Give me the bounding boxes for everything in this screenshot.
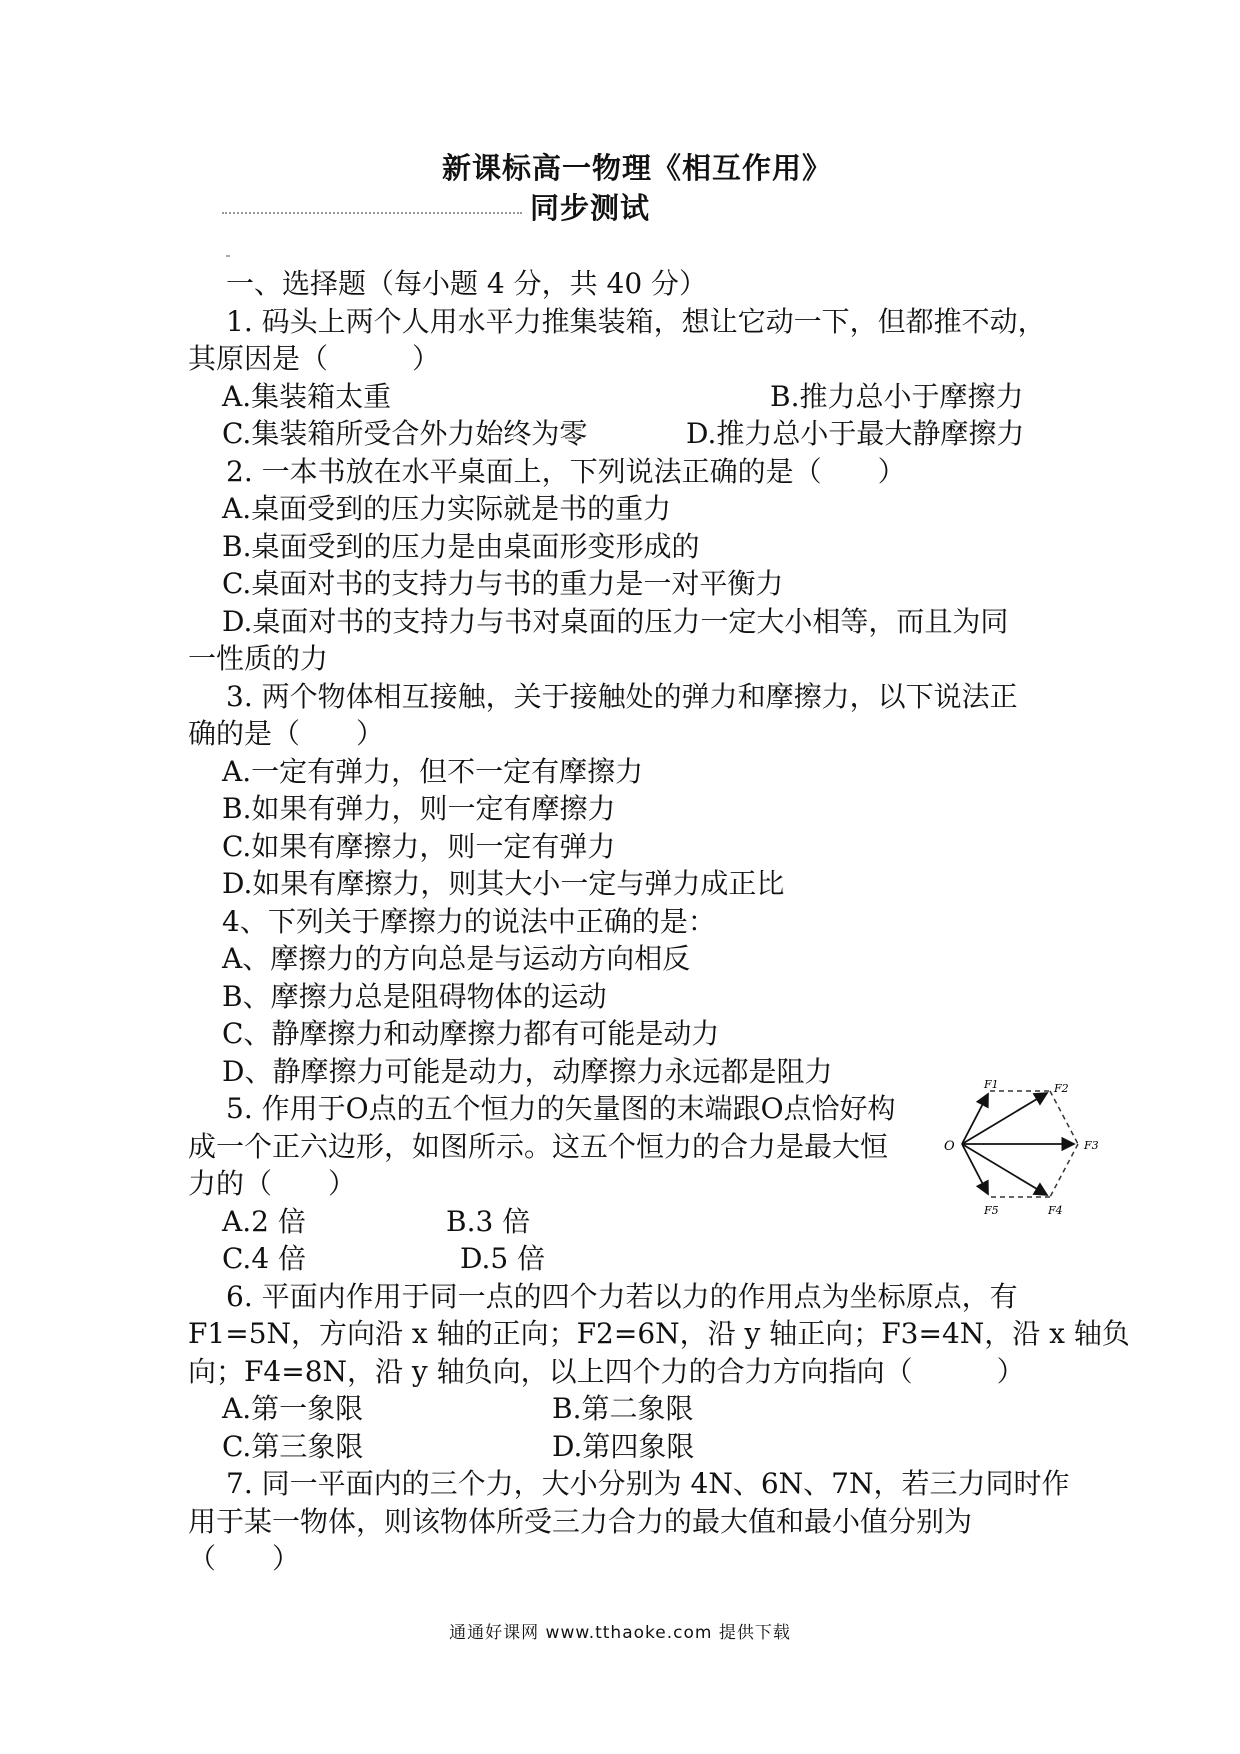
q4-option-d: D、静摩擦力可能是动力，动摩擦力永远都是阻力 [222,1055,833,1088]
q7-stem-line2: 用于某一物体，则该物体所受三力合力的最大值和最小值分别为 [188,1505,973,1538]
q6-option-a: A.第一象限 [222,1392,364,1425]
f1-label: F1 [984,1080,999,1091]
q3-option-c: C.如果有摩擦力，则一定有弹力 [222,830,616,863]
q4-option-c: C、静摩擦力和动摩擦力都有可能是动力 [222,1017,720,1050]
q5-option-a: A.2 倍 [222,1205,306,1238]
q6-option-c: C.第三象限 [222,1430,364,1463]
q6-option-d: D.第四象限 [552,1430,695,1463]
dotted-rule [222,212,522,214]
q7-stem-line3: （ ） [188,1542,301,1575]
q5-option-c: C.4 倍 [222,1242,307,1275]
q5-option-d: D.5 倍 [460,1242,546,1275]
q1-option-d: D.推力总小于最大静摩擦力 [686,417,1025,450]
stray-mark [226,255,230,257]
q4-option-b: B、摩擦力总是阻碍物体的运动 [222,980,607,1013]
section-heading: 一、选择题（每小题 4 分，共 40 分） [226,267,708,300]
q1-option-c: C.集装箱所受合外力始终为零 [222,417,588,450]
q4-stem-line1: 4、下列关于摩擦力的说法中正确的是： [222,905,716,938]
f5-label: F5 [984,1204,999,1217]
q3-option-a: A.一定有弹力，但不一定有摩擦力 [222,755,644,788]
q1-option-a: A.集装箱太重 [222,380,392,413]
q2-option-d-line1: D.桌面对书的支持力与书对桌面的压力一定大小相等，而且为同 [222,605,1009,638]
q2-option-b: B.桌面受到的压力是由桌面形变形成的 [222,530,700,563]
q1-stem-line2: 其原因是（ ） [188,342,441,375]
q6-stem-line2: F1=5N，方向沿 x 轴的正向；F2=6N，沿 y 轴正向；F3=4N，沿 x 轴负 [188,1317,1130,1350]
page-title: 新课标高一物理《相互作用》 [442,151,833,185]
q2-stem-line1: 2. 一本书放在水平桌面上，下列说法正确的是（ ） [226,455,906,488]
footer-credit: 通通好课网 www.tthaoke.com 提供下载 [449,1623,791,1643]
q2-option-d-line2: 一性质的力 [188,642,329,675]
q5-stem-line1: 5. 作用于O点的五个恒力的矢量图的末端跟O点恰好构 [226,1092,896,1125]
q1-stem-line1: 1. 码头上两个人用水平力推集装箱，想让它动一下，但都推不动， [226,305,1046,338]
q5-option-b: B.3 倍 [446,1205,531,1238]
q5-stem-line2: 成一个正六边形，如图所示。这五个恒力的合力是最大恒 [188,1130,889,1163]
q3-stem-line2: 确的是（ ） [188,717,385,750]
f2-label: F2 [1054,1082,1069,1095]
q1-option-b: B.推力总小于摩擦力 [770,380,1024,413]
q6-stem-line1: 6. 平面内作用于同一点的四个力若以力的作用点为坐标原点，有 [226,1280,1018,1313]
f3-label: F3 [1084,1139,1099,1152]
q2-option-c: C.桌面对书的支持力与书的重力是一对平衡力 [222,567,784,600]
q4-option-a: A、摩擦力的方向总是与运动方向相反 [222,942,691,975]
q5-stem-line3: 力的（ ） [188,1167,357,1200]
q6-option-b: B.第二象限 [552,1392,694,1425]
q7-stem-line1: 7. 同一平面内的三个力，大小分别为 4N、6N、7N，若三力同时作 [226,1467,1070,1500]
q3-option-b: B.如果有弹力，则一定有摩擦力 [222,792,616,825]
page-subtitle: 同步测试 [530,191,651,225]
hexagon-force-diagram [940,1080,1100,1230]
q2-option-a: A.桌面受到的压力实际就是书的重力 [222,492,672,525]
f4-label: F4 [1048,1204,1063,1217]
q3-option-d: D.如果有摩擦力，则其大小一定与弹力成正比 [222,867,785,900]
q3-stem-line1: 3. 两个物体相互接触，关于接触处的弹力和摩擦力，以下说法正 [226,680,1018,713]
origin-label: O [944,1139,955,1154]
q6-stem-line3: 向；F4=8N，沿 y 轴负向，以上四个力的合力方向指向（ ） [188,1355,1025,1388]
